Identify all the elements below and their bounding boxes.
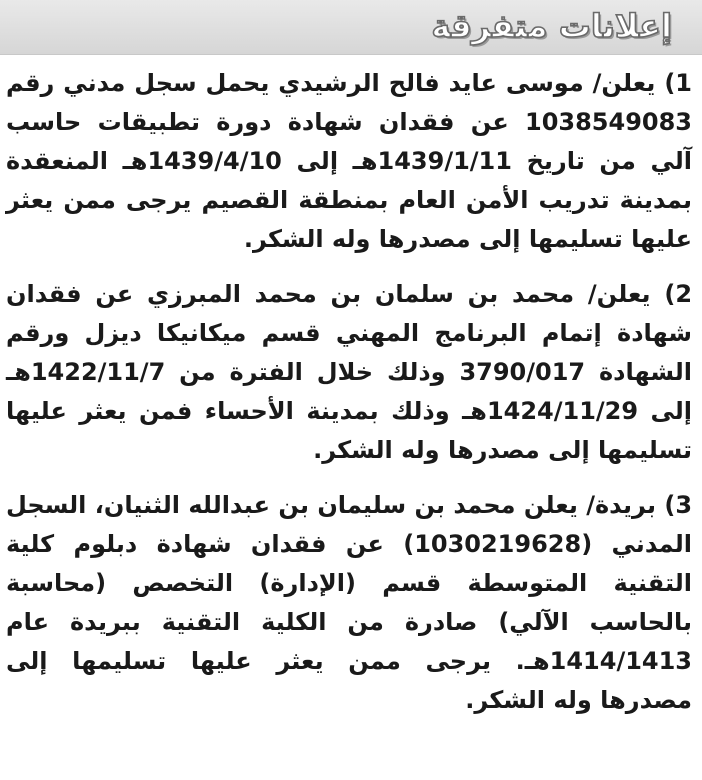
notice-number: 2) bbox=[664, 280, 693, 308]
section-header bbox=[0, 0, 702, 55]
notice-text: يعلن/ محمد بن سلمان بن محمد المبرزي عن فقدان شهادة إتمام البرنامج المهني قسم ميكانيكا ديزل ورقم الشهادة 3790/017 وذلك خلال الفترة من 1422/11/7هـ إلى 1424/11/29هـ وذلك بمدينة الأحساء فمن يعثر عليها تسليمها إلى مصدرها وله الشكر. bbox=[6, 280, 693, 464]
section-title: إعلانات متفرقة bbox=[431, 7, 672, 45]
notice-number: 3) bbox=[664, 491, 693, 519]
notice-text: يعلن/ موسى عايد فالح الرشيدي يحمل سجل مدني رقم 1038549083 عن فقدان شهادة دورة تطبيقات حاسب آلي من تاريخ 1439/1/11هـ إلى 1439/4/10هـ المنعقدة بمدينة تدريب الأمن العام بمنطقة القصيم يرجى ممن يعثر عليها تسليمها إلى مصدرها وله الشكر. bbox=[6, 69, 692, 253]
notice-item bbox=[0, 64, 702, 259]
notice-number: 1) bbox=[664, 69, 692, 97]
notice-text: بريدة/ يعلن محمد بن سليمان بن عبدالله الثنيان، السجل المدني (1030219628) عن فقدان شهادة دبلوم كلية التقنية المتوسطة قسم (الإدارة) التخصص (محاسبة بالحاسب الآلي) صادرة من الكلية التقنية ببريدة عام 1414/1413هـ. يرجى ممن يعثر عليها تسليمها إلى مصدرها وله الشكر. bbox=[6, 491, 693, 714]
notice-item bbox=[0, 486, 702, 720]
notices-list bbox=[0, 64, 702, 720]
notice-item bbox=[0, 275, 702, 470]
